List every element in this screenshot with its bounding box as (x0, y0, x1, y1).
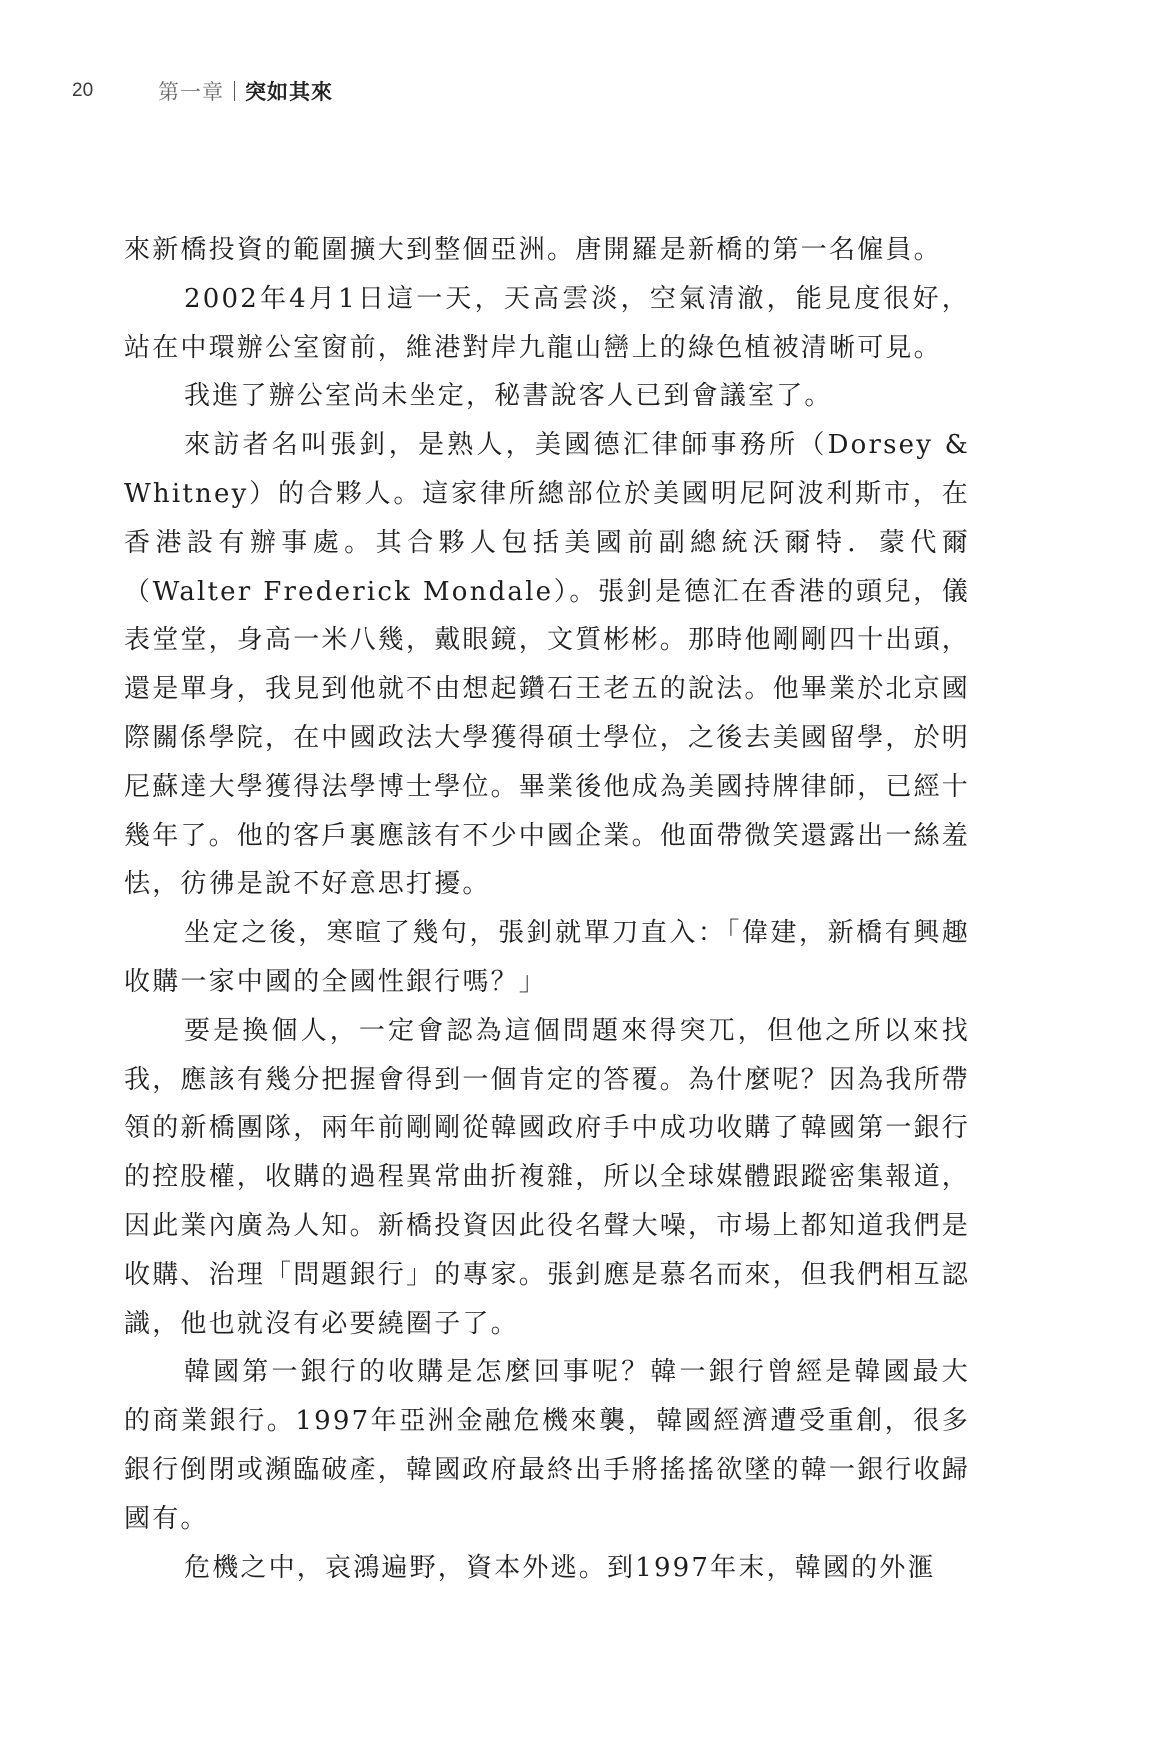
body-text (124, 226, 970, 1592)
paragraph-continues: 危機之中，哀鴻遍野，資本外逃。到1997年末，韓國的外滙 (184, 1552, 936, 1583)
page-number: 20 (72, 80, 94, 101)
paragraph: 要是換個人，一定會認為這個問題來得突兀，但他之所以來找我，應該有幾分把握會得到一個肯定的答覆。為什麼呢？因為我所帶領的新橋團隊，兩年前剛剛從韓國政府手中成功收購了韓國第一銀行的控股權，收購的過程異常曲折複雜，所以全球媒體跟蹤密集報道，因此業內廣為人知。新橋投資因此役名聲大噪，市場上都知道我們是收購、治理「問題銀行」的專家。張釗應是慕名而來，但我們相互認識，他也就沒有必要繞圈子了。 (124, 1015, 971, 1339)
running-header (72, 76, 333, 106)
header-divider (234, 81, 235, 101)
paragraph: 坐定之後，寒暄了幾句，張釗就單刀直入：「偉建，新橋有興趣收購一家中國的全國性銀行嗎？」 (124, 918, 970, 997)
chapter-title: 突如其來 (245, 79, 333, 104)
paragraph: 2002年4月1日這一天，天高雲淡，空氣清澈，能見度很好，站在中環辦公室窗前，維港對岸九龍山巒上的綠色植被清晰可見。 (124, 283, 970, 363)
paragraph: 我進了辦公室尚未坐定，秘書說客人已到會議室了。 (184, 381, 833, 412)
paragraph: 來訪者名叫張釗，是熟人，美國德汇律師事務所（Dorsey & Whitney）的合夥人。這家律所總部位於美國明尼阿波利斯市，在香港設有辦事處。其合夥人包括美國前副總統沃爾特．蒙代爾（Walter Frederick Mondale）。張釗是德汇在香港的頭兒，儀表堂堂，身高一米八幾，戴眼鏡，文質彬彬。那時他剛剛四十出頭，還是單身，我見到他就不由想起鑽石王老五的說法。他畢業於北京國際關係學院，在中國政法大學獲得碩士學位，之後去美國留學，於明尼蘇達大學獲得法學博士學位。畢業後他成為美國持牌律師，已經十幾年了。他的客戶裏應該有不少中國企業。他面帶微笑還露出一絲羞怯，彷彿是說不好意思打擾。 (124, 430, 971, 900)
paragraph: 韓國第一銀行的收購是怎麼回事呢？韓一銀行曾經是韓國最大的商業銀行。1997年亞洲金融危機來襲，韓國經濟遭受重創，很多銀行倒閉或瀕臨破產，韓國政府最終出手將搖搖欲墜的韓一銀行收歸國有。 (124, 1357, 971, 1534)
chapter-label: 第一章 (158, 80, 224, 104)
paragraph-continued: 來新橋投資的範圍擴大到整個亞洲。唐開羅是新橋的第一名僱員。 (124, 235, 942, 265)
